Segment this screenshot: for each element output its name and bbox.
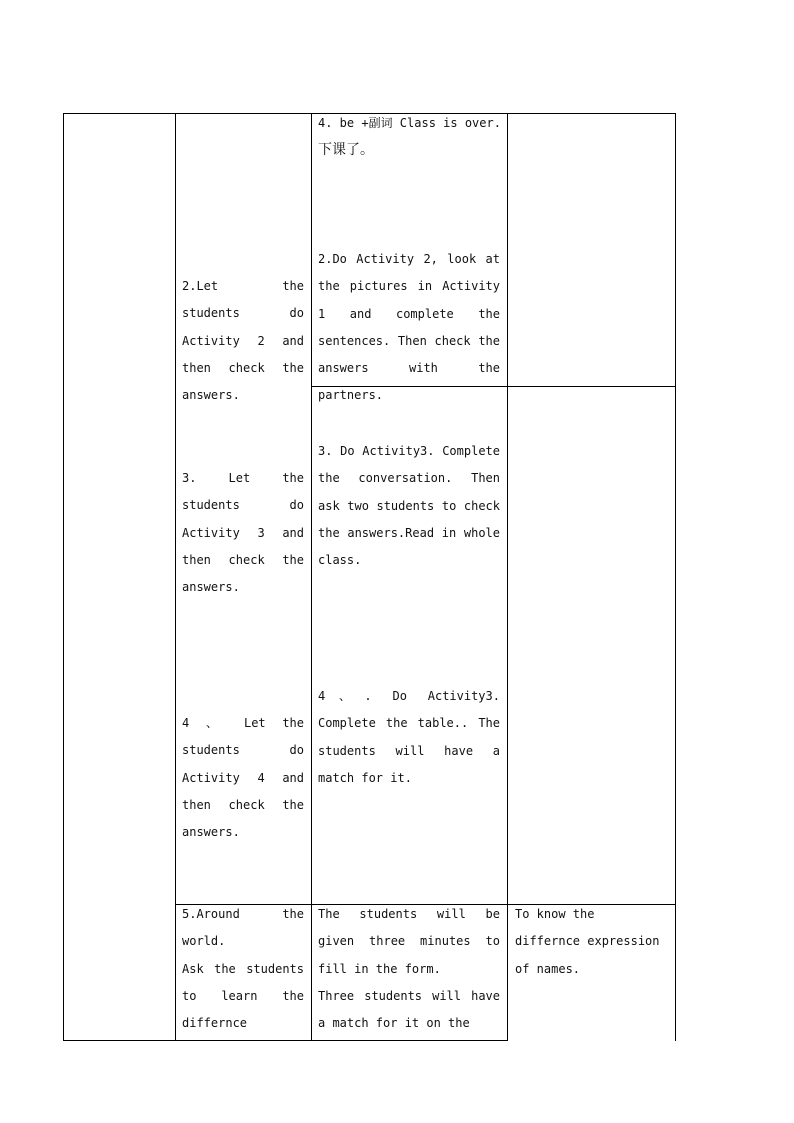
purpose-text: To know the differnce expression of names.	[515, 907, 660, 976]
teacher-task-4: 4 、 Let the students do Activity 4 and then check the answers.	[182, 716, 304, 840]
student-task-2: 2.Do Activity 2, look at the pictures in Activity 1 and complete the sentences. Then check the answers with the partners.	[318, 252, 500, 403]
row2-col2-teacher-task4	[182, 710, 304, 846]
row3-col4-purpose	[515, 901, 665, 983]
student-task-3: 3. Do Activity3. Complete the conversation. Then ask two students to check the answers.Read in whole class.	[318, 444, 500, 568]
grammar-translation: 下课了。	[318, 142, 374, 159]
row3-col2-teacher-task5	[182, 901, 304, 1037]
teacher-task-5-body: Ask the students to learn the differnce	[182, 961, 304, 1031]
col-divider-1	[175, 113, 176, 1041]
row2-col3-student-task4	[318, 683, 500, 792]
row2-col2-teacher-task3	[182, 465, 304, 601]
row3-col3-student-task5	[318, 901, 500, 1037]
table-left-border	[63, 113, 64, 1041]
row1-col2-teacher-task	[182, 273, 304, 409]
teacher-task-2: 2.Let the students do Activity 2 and then check the answers.	[182, 279, 304, 403]
student-task-5-line2: Three students will have a match for it on the	[318, 988, 500, 1031]
student-task-4: 4、. Do Activity3. Complete the table.. The students will have a match for it.	[318, 689, 500, 785]
student-task-5-line1: The students will be given three minutes to fill in the form.	[318, 907, 500, 976]
table-right-border	[675, 113, 676, 1041]
teacher-task-5-title: 5.Around the world.	[182, 907, 304, 949]
table-bottom-border	[63, 1040, 508, 1041]
col-divider-3	[507, 113, 508, 1041]
row1-col3-grammar	[318, 110, 501, 165]
grammar-line: 4. be +副词 Class is over.	[318, 116, 501, 130]
teacher-task-3: 3. Let the students do Activity 3 and then check the answers.	[182, 471, 304, 595]
row1-col3-student-task	[318, 246, 500, 410]
row2-col3-student-task3	[318, 438, 500, 574]
col-divider-2	[311, 113, 312, 1041]
